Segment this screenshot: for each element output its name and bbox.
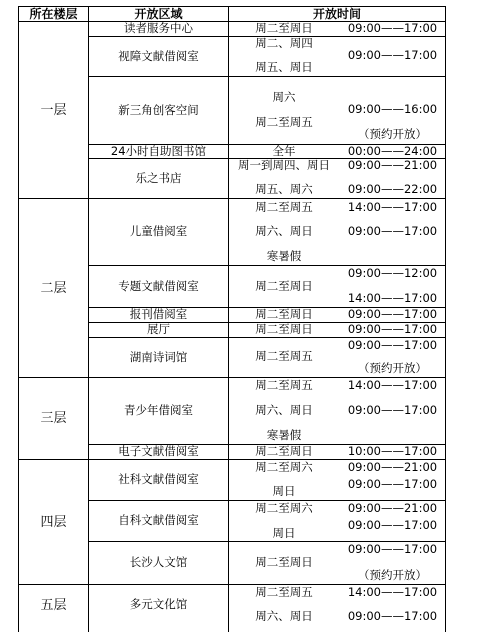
day-label: 周二至周五 [255,115,313,130]
time-value: 09:00——17:00 [347,477,438,492]
area-name: 新三角创客空间 [118,102,199,117]
floor-label: 三层 [40,411,67,426]
time-value: 09:00——17:00 [347,307,438,322]
note-text: （预约开放） [358,127,427,142]
time-value: 14:00——17:00 [347,200,438,215]
area-name: 专题文献借阅室 [118,278,199,293]
area-name: 多元文化馆 [129,597,188,612]
time-value: 09:00——17:00 [347,48,438,63]
area-name: 24小时自助图书馆 [110,143,207,158]
area-name: 乐之书店 [135,170,182,185]
time-value: 09:00——21:00 [347,501,438,516]
area-name: 视障文献借阅室 [118,48,199,63]
note-text: （预约开放） [358,568,427,583]
time-value: 09:00——17:00 [347,542,438,557]
time-value: 14:00——17:00 [347,378,438,393]
area-name: 社科文献借阅室 [118,472,199,487]
day-label: 周日 [272,526,296,541]
note-text: （预约开放） [358,361,427,376]
day-label: 周二至周日 [255,322,313,337]
floor-label: 四层 [40,514,67,530]
day-label: 周二至周五 [255,349,313,364]
day-label: 周二至周日 [255,21,313,36]
floor-label: 一层 [40,102,67,118]
day-label: 周二至周日 [255,444,313,459]
area-name: 自科文献借阅室 [118,513,199,528]
day-label: 周二至周五 [255,378,313,393]
day-label: 寒暑假 [266,428,302,443]
day-label: 周六、周日 [255,403,313,418]
day-label: 周六 [272,90,296,105]
day-label: 周二至周日 [255,279,313,294]
day-label: 周一到周四、周日 [238,158,330,173]
day-label: 周二至周六 [255,501,313,516]
day-label: 周六、周日 [255,609,313,624]
day-label: 寒暑假 [266,249,302,264]
day-label: 周五、周日 [255,60,313,75]
area-name: 青少年借阅室 [124,403,193,418]
area-name: 报刊借阅室 [129,307,188,322]
day-label: 全年 [272,143,296,158]
time-value: 14:00——17:00 [347,585,438,600]
time-value: 09:00——17:00 [347,403,438,418]
day-label: 周二至周五 [255,200,313,215]
time-value: 10:00——17:00 [347,444,438,459]
day-label: 周六、周日 [255,224,313,239]
time-value: 09:00——12:00 [347,266,438,281]
time-value: 09:00——17:00 [347,21,438,36]
time-value: 09:00——17:00 [347,224,438,239]
time-value: 09:00——17:00 [347,609,438,624]
area-name: 展厅 [147,322,170,337]
time-value: 00:00——24:00 [347,143,438,158]
day-label: 周日 [272,484,296,499]
day-label: 周二至周五 [255,585,313,600]
area-name: 儿童借阅室 [129,224,188,239]
time-value: 09:00——16:00 [347,102,438,117]
header-time: 开放时间 [312,7,361,21]
floor-label: 二层 [40,280,67,296]
area-name: 湖南诗词馆 [129,349,188,364]
time-value: 09:00——22:00 [347,182,438,197]
grid-line [445,6,446,632]
time-value: 09:00——17:00 [347,338,438,353]
area-name: 长沙人文馆 [129,555,188,570]
time-value: 09:00——17:00 [347,518,438,533]
day-label: 周二至周六 [255,460,313,475]
day-label: 周二、周四 [255,36,313,51]
time-value: 09:00——17:00 [347,322,438,337]
day-label: 周二至周日 [255,555,313,570]
day-label: 周二至周日 [255,307,313,322]
area-name: 读者服务中心 [124,21,193,36]
time-value: 14:00——17:00 [347,291,438,306]
area-name: 电子文献借阅室 [118,444,199,459]
time-value: 09:00——21:00 [347,158,438,173]
header-floor: 所在楼层 [29,7,78,21]
day-label: 周五、周六 [255,182,313,197]
time-value: 09:00——21:00 [347,460,438,475]
floor-label: 五层 [40,597,67,613]
header-area: 开放区域 [134,7,183,21]
